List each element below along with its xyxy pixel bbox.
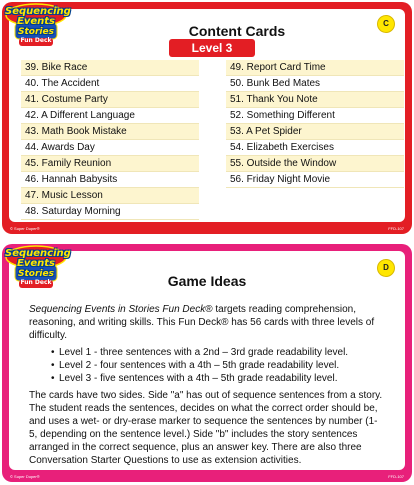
list-item: 44. Awards Day bbox=[21, 140, 199, 156]
list-item: 42. A Different Language bbox=[21, 108, 199, 124]
logo-line-2: Stories bbox=[18, 27, 54, 37]
item-list-left bbox=[21, 60, 199, 220]
card-title: Content Cards bbox=[188, 23, 286, 39]
card-title: Game Ideas bbox=[167, 273, 247, 289]
card-panel bbox=[9, 9, 405, 222]
card-letter-badge: C bbox=[377, 15, 395, 33]
instructions-paragraph: The cards have two sides. Side "a" has out of sequence sentences from a story. The student reads the sentences, decides on what the correct order should be, and uses a wet- or dry-erase marker to sequence the sentences by number (1-5, depending on the sentence level.) Side "b" includes the story sentences arranged in the correct sequence, plus an answer key. There are also three Conversation Starter Questions to use as extension activities. bbox=[29, 390, 383, 466]
level-label: Level 3 bbox=[169, 39, 255, 57]
deck-logo bbox=[5, 245, 71, 291]
list-item: 45. Family Reunion bbox=[21, 156, 199, 172]
list-item: 50. Bunk Bed Mates bbox=[226, 76, 404, 92]
level-item: • Level 2 - four sentences with a 4th – 5th grade readability level. bbox=[51, 359, 385, 372]
copyright: © Super Duper® bbox=[10, 474, 40, 479]
list-item: 47. Music Lesson bbox=[21, 188, 199, 204]
list-item: 54. Elizabeth Exercises bbox=[226, 140, 404, 156]
level-list bbox=[51, 346, 385, 385]
item-list-right bbox=[226, 60, 404, 188]
game-ideas-card bbox=[2, 244, 412, 482]
list-item: 48. Saturday Morning bbox=[21, 204, 199, 220]
product-code: FFD-107 bbox=[388, 226, 404, 231]
logo-line-2: Stories bbox=[18, 269, 54, 279]
deck-logo bbox=[5, 3, 71, 49]
game-instructions bbox=[29, 303, 385, 471]
list-item: 53. A Pet Spider bbox=[226, 124, 404, 140]
logo-line-3: Fun Deck bbox=[20, 279, 52, 286]
level-item: • Level 3 - five sentences with a 4th – 5th grade readability level. bbox=[51, 372, 385, 385]
list-item: 43. Math Book Mistake bbox=[21, 124, 199, 140]
logo-line-3: Fun Deck bbox=[20, 37, 52, 44]
list-item: 41. Costume Party bbox=[21, 92, 199, 108]
product-code: FFD-107 bbox=[388, 474, 404, 479]
card-letter-badge: D bbox=[377, 259, 395, 277]
level-item: • Level 1 - three sentences with a 2nd – 3rd grade readability level. bbox=[51, 346, 385, 359]
copyright: © Super Duper® bbox=[10, 226, 40, 231]
list-item: 49. Report Card Time bbox=[226, 60, 404, 76]
list-item: 56. Friday Night Movie bbox=[226, 172, 404, 188]
intro-text: ® targets reading comprehension, reasoning, and writing skills. This Fun Deck® has 56 cards with three levels of difficulty. bbox=[29, 304, 375, 341]
card-panel bbox=[9, 251, 405, 470]
list-item: 52. Something Different bbox=[226, 108, 404, 124]
list-item: 40. The Accident bbox=[21, 76, 199, 92]
list-item: 46. Hannah Babysits bbox=[21, 172, 199, 188]
list-item: 55. Outside the Window bbox=[226, 156, 404, 172]
content-card bbox=[2, 2, 412, 234]
intro-paragraph bbox=[29, 303, 385, 342]
logo-line-1: Sequencing Events bbox=[5, 6, 71, 27]
deck-name: Sequencing Events in Stories Fun Deck bbox=[29, 304, 206, 315]
list-item: 39. Bike Race bbox=[21, 60, 199, 76]
list-item: 51. Thank You Note bbox=[226, 92, 404, 108]
logo-line-1: Sequencing Events bbox=[5, 248, 71, 269]
